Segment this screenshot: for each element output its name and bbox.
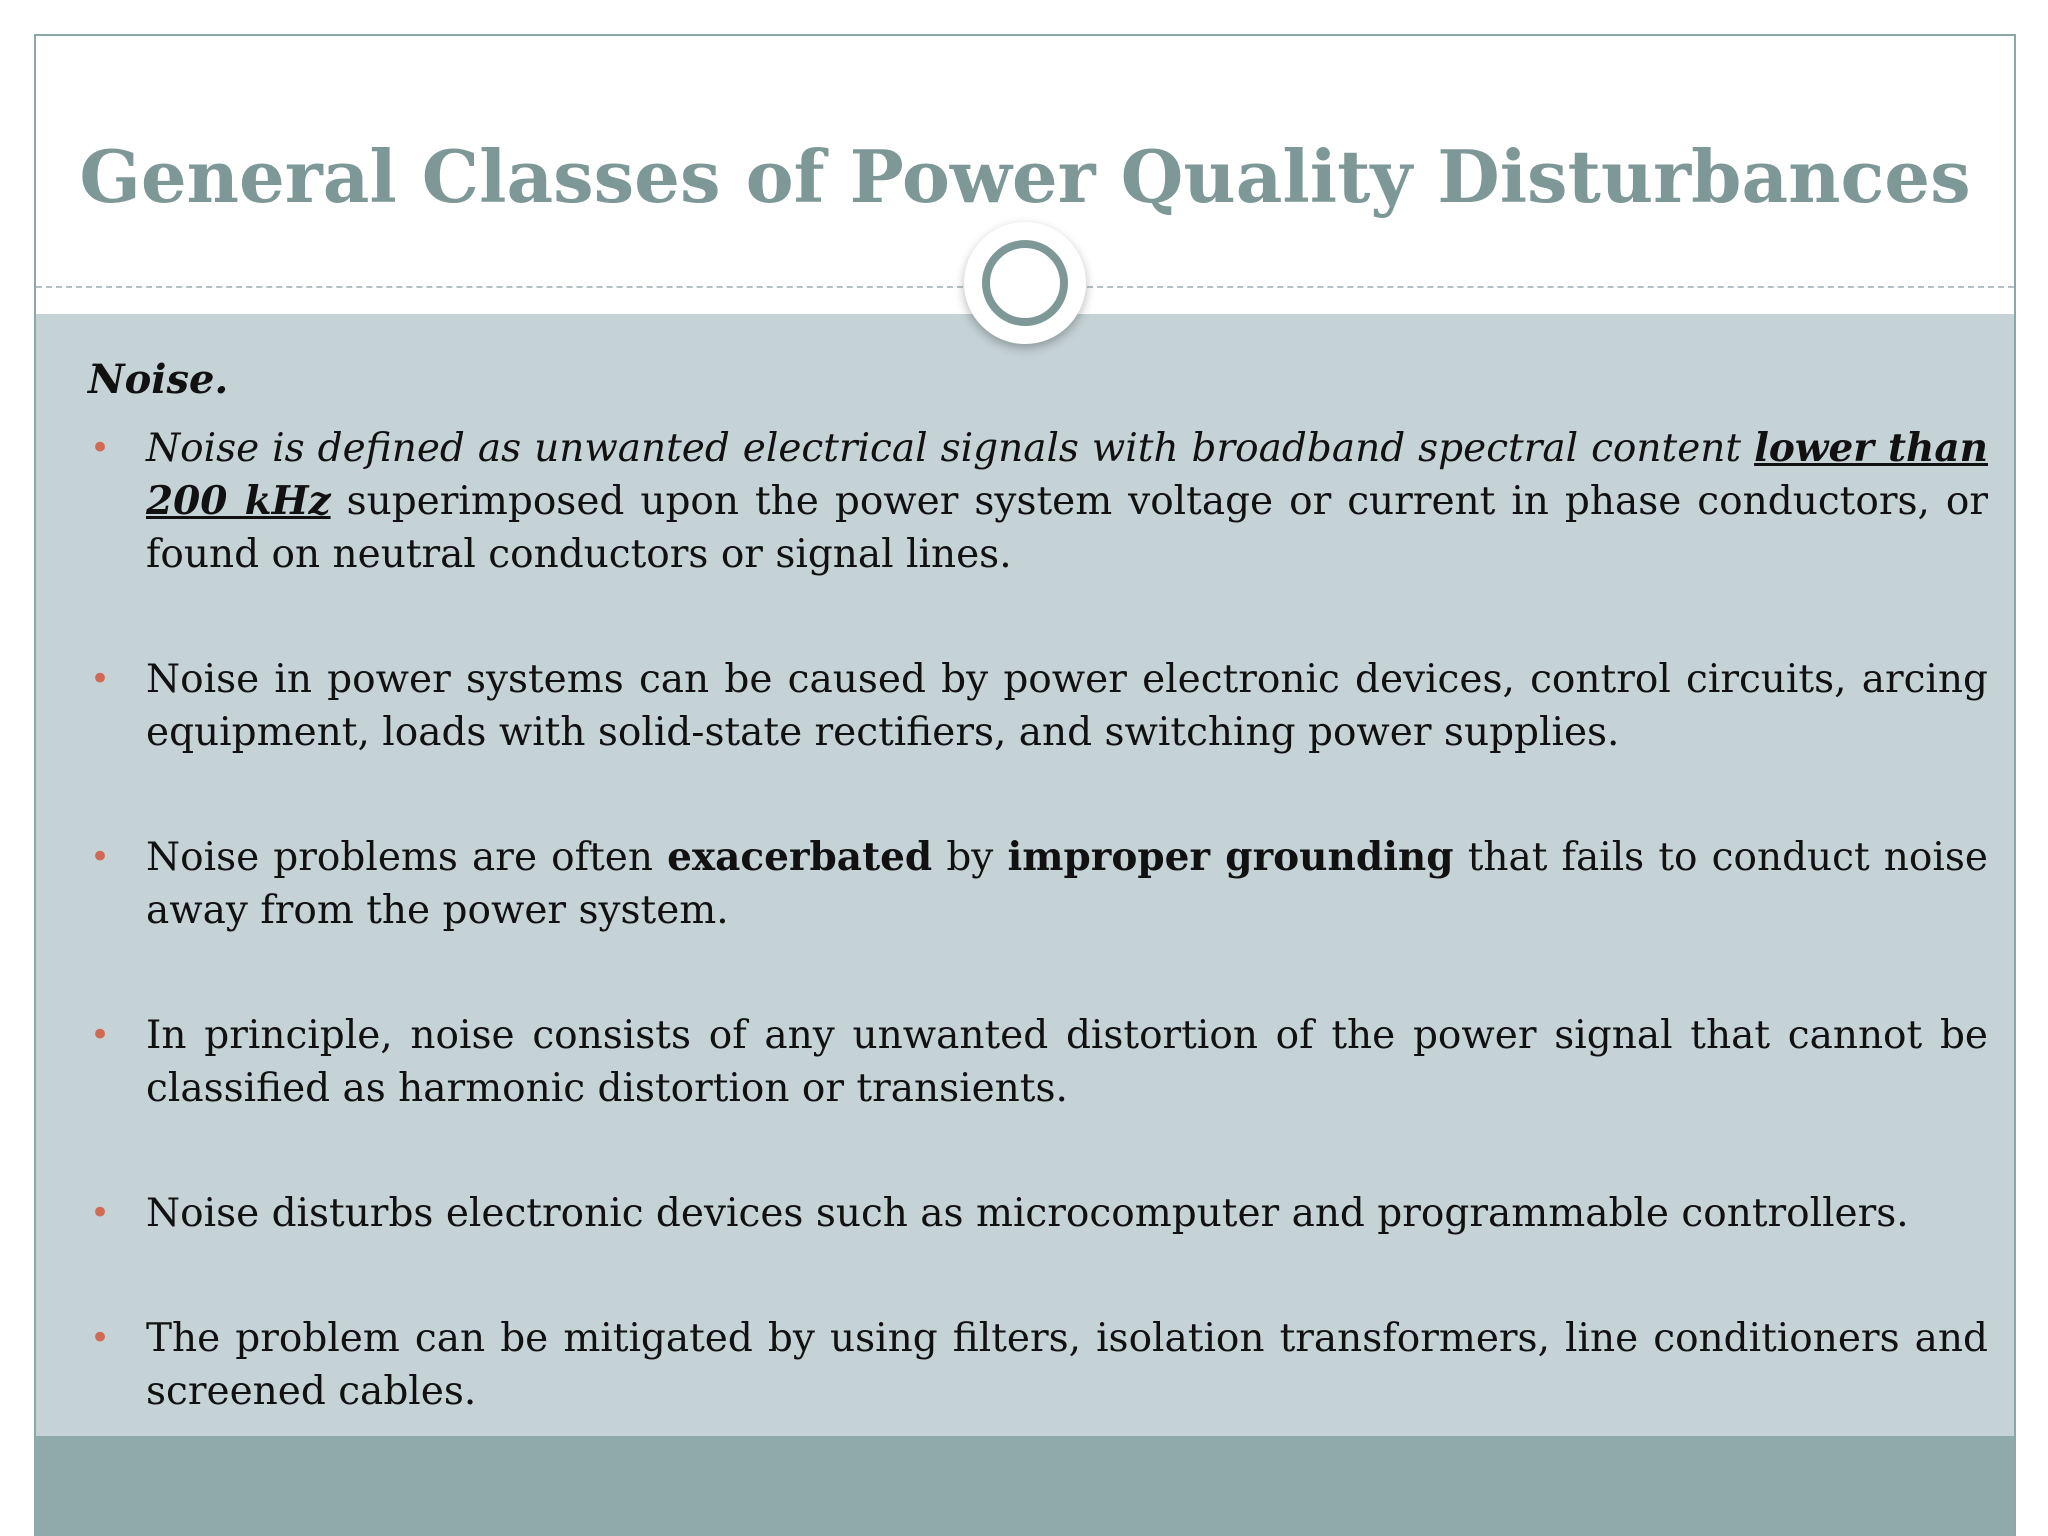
bullet-icon: • [90,1015,111,1055]
section-heading: Noise. [88,356,229,403]
bullet-text: Noise is defined as unwanted electrical signals with broadband spectral content [146,426,1742,471]
emphasis-text: exacerbated [667,834,933,880]
slide [34,34,2016,1536]
list-item [88,831,1988,937]
bullet-text: Noise problems are often [146,835,653,880]
list-item [88,1009,1988,1115]
bullet-icon: • [90,1318,111,1358]
list-item [88,422,1988,581]
bullet-text: Noise in power systems can be caused by power electronic devices, control circuits, arcing equipment, loads with solid-state rectifiers, and switching power supplies. [146,657,1988,755]
footer-band [36,1436,2014,1536]
page-title: General Classes of Power Quality Disturbances [79,134,1971,219]
bullet-text: In principle, noise consists of any unwanted distortion of the power signal that cannot be classified as harmonic distortion or transients. [146,1013,1988,1111]
bullet-text: superimposed upon the power system voltage or current in phase conductors, or found on neutral conductors or signal lines. [146,479,1988,577]
bullet-icon: • [90,1193,111,1233]
emphasis-text: improper grounding [1007,834,1454,880]
list-item [88,1187,1988,1240]
emphasis-text: lower than 200 kHz [146,425,1988,524]
ring-icon [964,222,1086,344]
list-item [88,1312,1988,1418]
bullet-icon: • [90,837,111,877]
bullet-text: that fails to conduct noise away from the power system. [146,835,1988,933]
bullet-list [88,422,1988,1418]
bullet-icon: • [90,659,111,699]
list-item [88,653,1988,759]
bullet-text: The problem can be mitigated by using filters, isolation transformers, line conditioners and screened cables. [146,1316,1988,1414]
bullet-text: Noise disturbs electronic devices such as microcomputer and programmable controllers. [146,1191,1909,1236]
bullet-icon: • [90,428,111,468]
bullet-text: by [946,835,994,880]
